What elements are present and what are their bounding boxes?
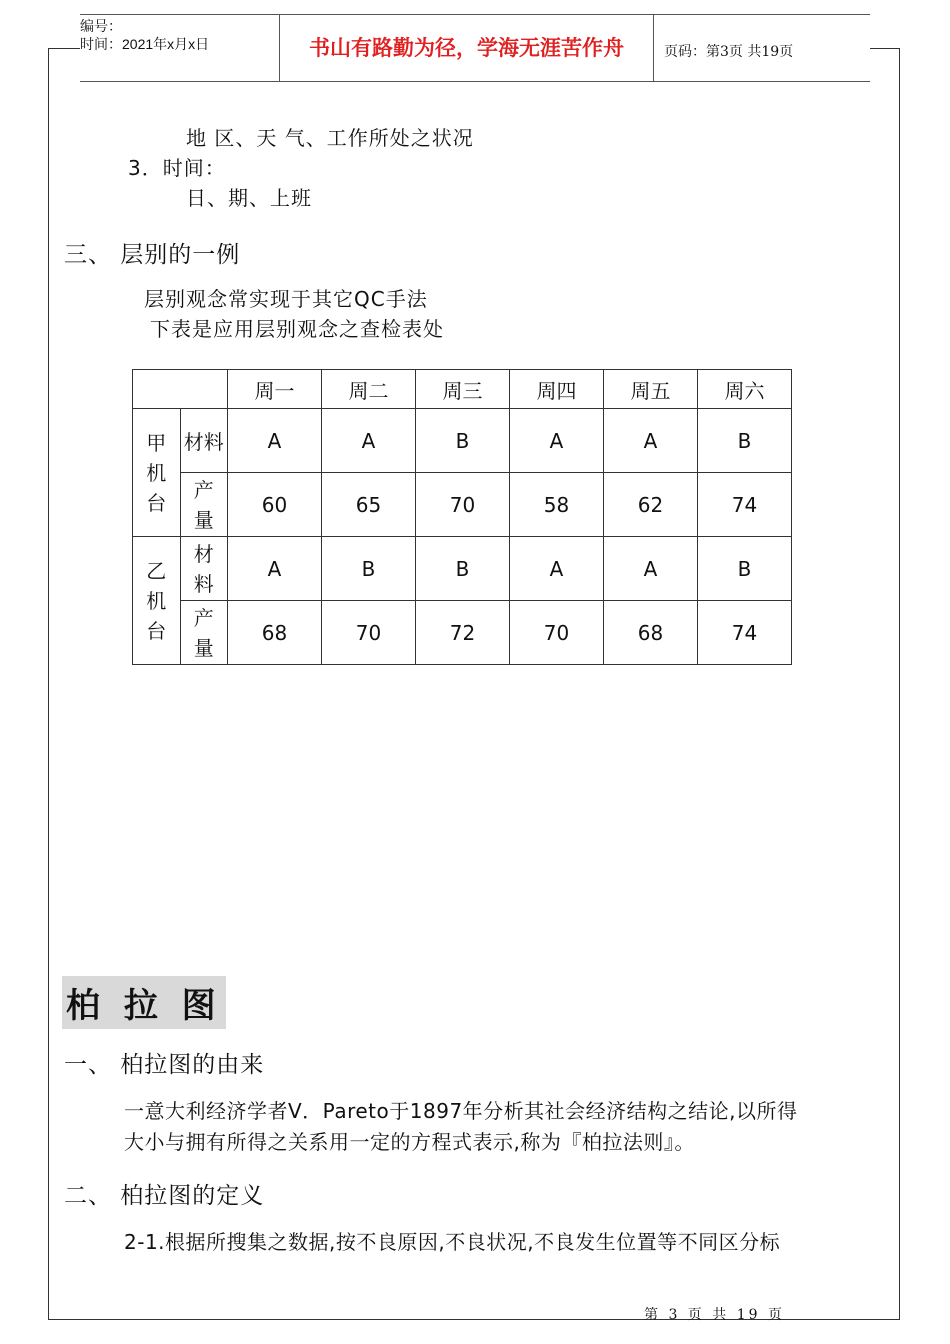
table-cell: B bbox=[416, 537, 510, 601]
pareto-definition-heading: 二、 柏拉图的定义 bbox=[64, 1183, 265, 1209]
table-cell: 72 bbox=[416, 601, 510, 665]
condition-line: 地 区、天 气、工作所处之状况 bbox=[186, 126, 474, 150]
table-row bbox=[133, 409, 792, 473]
section-3-para-1: 层别观念常实现于其它QC手法 bbox=[144, 287, 428, 311]
table-cell: 58 bbox=[510, 473, 604, 537]
table-row bbox=[133, 473, 792, 537]
table-cell: A bbox=[510, 409, 604, 473]
table-cell: 68 bbox=[228, 601, 322, 665]
table-cell: A bbox=[604, 537, 698, 601]
pareto-origin-line-2: 大小与拥有所得之关系用一定的方程式表示,称为『柏拉法则』。 bbox=[124, 1130, 695, 1154]
table-cell: A bbox=[228, 409, 322, 473]
day-header: 周三 bbox=[416, 370, 510, 409]
pareto-origin-line-1: 一意大利经济学者V．Pareto于1897年分析其社会经济结构之结论,以所得 bbox=[124, 1099, 798, 1123]
doc-code-label: 编号： bbox=[80, 18, 122, 34]
header-meta bbox=[80, 15, 280, 81]
page-header bbox=[80, 14, 870, 82]
doc-time-label: 时间：2021年x月x日 bbox=[80, 36, 210, 52]
table-cell: 74 bbox=[698, 473, 792, 537]
day-header: 周一 bbox=[228, 370, 322, 409]
section-3-para-2: 下表是应用层别观念之查检表处 bbox=[150, 317, 444, 341]
table-row bbox=[133, 537, 792, 601]
row-label: 材料 bbox=[180, 537, 228, 601]
day-header: 周二 bbox=[322, 370, 416, 409]
table-cell: A bbox=[604, 409, 698, 473]
row-label: 材料 bbox=[180, 409, 228, 473]
table-cell: 65 bbox=[322, 473, 416, 537]
header-motto: 书山有路勤为径，学海无涯苦作舟 bbox=[280, 15, 654, 81]
stratification-table bbox=[132, 369, 792, 665]
corner-cell bbox=[133, 370, 228, 409]
table-cell: B bbox=[322, 537, 416, 601]
table-cell: A bbox=[510, 537, 604, 601]
table-row bbox=[133, 601, 792, 665]
table-cell: 68 bbox=[604, 601, 698, 665]
table-cell: B bbox=[698, 537, 792, 601]
table-header-row bbox=[133, 370, 792, 409]
time-line: 日、期、上班 bbox=[186, 186, 312, 210]
row-label: 产量 bbox=[180, 601, 228, 665]
table-cell: B bbox=[416, 409, 510, 473]
table-cell: 74 bbox=[698, 601, 792, 665]
row-label: 产量 bbox=[180, 473, 228, 537]
day-header: 周四 bbox=[510, 370, 604, 409]
table-cell: 60 bbox=[228, 473, 322, 537]
machine-label: 乙机台 bbox=[133, 537, 181, 665]
table-cell: 70 bbox=[416, 473, 510, 537]
header-page-number: 页码：第3页 共19页 bbox=[664, 44, 794, 60]
item-3-label: 3．时间： bbox=[128, 156, 226, 180]
table-cell: B bbox=[698, 409, 792, 473]
pareto-origin-heading: 一、 柏拉图的由来 bbox=[64, 1052, 265, 1078]
section-3-heading: 三、 层别的一例 bbox=[64, 242, 241, 268]
table-cell: 70 bbox=[322, 601, 416, 665]
page-footer: 第 3 页 共 19 页 bbox=[644, 1307, 785, 1323]
day-header: 周六 bbox=[698, 370, 792, 409]
table-cell: 70 bbox=[510, 601, 604, 665]
table-cell: A bbox=[322, 409, 416, 473]
day-header: 周五 bbox=[604, 370, 698, 409]
table-cell: 62 bbox=[604, 473, 698, 537]
pareto-definition-line-1: 2-1.根据所搜集之数据,按不良原因,不良状况,不良发生位置等不同区分标 bbox=[124, 1230, 781, 1254]
pareto-title: 柏 拉 图 bbox=[62, 976, 226, 1029]
table-cell: A bbox=[228, 537, 322, 601]
machine-label: 甲机台 bbox=[133, 409, 181, 537]
